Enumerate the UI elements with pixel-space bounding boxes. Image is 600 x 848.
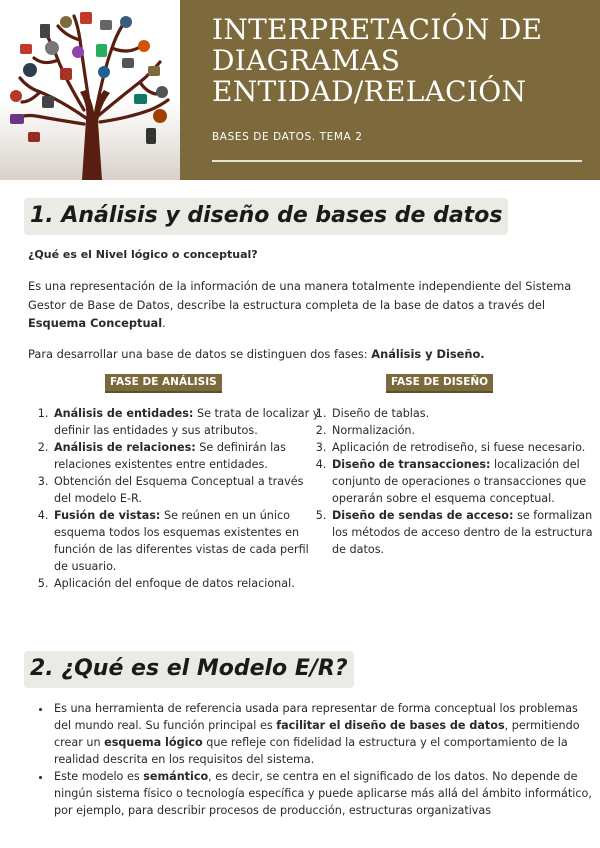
- design-step: [330, 439, 598, 456]
- definition-bold: Esquema Conceptual: [28, 316, 163, 330]
- bullet-text: , permitiendo crear un: [54, 719, 580, 749]
- document-header: [0, 0, 600, 180]
- section-1-phases-intro: [28, 345, 574, 364]
- bullet-text: Es una herramienta de referencia usada para representar de forma conceptual los problemas del mundo real. Su función principal es: [54, 702, 578, 732]
- design-step-title: Diseño de sendas de acceso:: [332, 509, 514, 522]
- bullet-text: , es decir, se centra en el significado de los datos. No depende de ningún sistema físico o tecnología específica y puede aplicarse más allá del ámbito informático, por ejemplo, para describir procesos de producción, estructuras organizativas: [54, 770, 592, 817]
- design-step-text: Normalización.: [332, 424, 416, 437]
- analysis-step: [52, 439, 322, 473]
- analysis-step-text: Se reúnen en un único esquema todos los esquemas existentes en función de las diferentes vistas de cada perfil de usuario.: [54, 509, 309, 573]
- design-step: [330, 507, 598, 558]
- analysis-step-title: Análisis de entidades:: [54, 407, 194, 420]
- document-subtitle: BASES DE DATOS. TEMA 2: [212, 131, 363, 143]
- analysis-step: [52, 507, 322, 575]
- design-step: [330, 422, 598, 439]
- phases-intro-text: Para desarrollar una base de datos se distinguen dos fases:: [28, 347, 372, 361]
- analysis-phase-badge: FASE DE ANÁLISIS: [105, 374, 222, 393]
- design-step-text: se formalizan los métodos de acceso dentro de la estructura de datos.: [332, 509, 593, 556]
- analysis-step-text: Obtención del Esquema Conceptual a través del modelo E-R.: [54, 475, 304, 505]
- bullet-item: [52, 700, 597, 768]
- analysis-steps-list: [29, 405, 322, 592]
- title-banner: [180, 0, 600, 180]
- analysis-step-text: Aplicación del enfoque de datos relacional.: [54, 577, 295, 590]
- design-step-text: Aplicación de retrodiseño, si fuese necesario.: [332, 441, 586, 454]
- design-phase-badge: FASE DE DISEÑO: [386, 374, 493, 393]
- design-step-title: Diseño de transacciones:: [332, 458, 491, 471]
- design-step: [330, 456, 598, 507]
- bullet-bold: esquema lógico: [104, 736, 203, 749]
- analysis-step: [52, 575, 322, 592]
- analysis-step-title: Análisis de relaciones:: [54, 441, 196, 454]
- bullet-text: Este modelo es: [54, 770, 144, 783]
- analysis-step-title: Fusión de vistas:: [54, 509, 161, 522]
- section-2-bullets: [30, 700, 597, 819]
- bullet-bold: facilitar el diseño de bases de datos: [276, 719, 505, 732]
- analysis-step-text: Se trata de localizar y definir las entidades y sus atributos.: [54, 407, 320, 437]
- bullet-bold: semántico: [143, 770, 209, 783]
- analysis-step-text: Se definirán las relaciones existentes entre entidades.: [54, 441, 286, 471]
- title-line-1: INTERPRETACIÓN DE: [212, 13, 543, 46]
- design-step: [330, 405, 598, 422]
- bullet-text: que refleje con fidelidad la estructura y el comportamiento de la realidad descrita en los requisitos del sistema.: [54, 736, 568, 766]
- section-1-question: ¿Qué es el Nivel lógico o conceptual?: [28, 248, 258, 261]
- bullet-item: [52, 768, 597, 819]
- document-title: [212, 14, 592, 107]
- design-steps-list: [307, 405, 598, 558]
- analysis-step: [52, 473, 322, 507]
- banner-divider: [212, 160, 582, 162]
- design-step-text: localización del conjunto de operaciones o transacciones que operarán sobre el esquema conceptual.: [332, 458, 587, 505]
- definition-text: Es una representación de la información de una manera totalmente independiente del Sistema Gestor de Base de Datos, describe la estructura completa de la base de datos a través del: [28, 279, 572, 312]
- title-line-3: ENTIDAD/RELACIÓN: [212, 75, 527, 108]
- phases-intro-bold: Análisis y Diseño.: [371, 347, 485, 361]
- design-step-text: Diseño de tablas.: [332, 407, 430, 420]
- section-1-heading: 1. Análisis y diseño de bases de datos: [24, 198, 508, 235]
- tree-of-icons-illustration: [0, 0, 180, 180]
- section-1-definition: [28, 277, 574, 333]
- analysis-step: [52, 405, 322, 439]
- section-2-heading: 2. ¿Qué es el Modelo E/R?: [24, 651, 354, 688]
- title-line-2: DIAGRAMAS: [212, 44, 401, 77]
- definition-end: .: [162, 316, 166, 330]
- tree-icon: [0, 0, 180, 180]
